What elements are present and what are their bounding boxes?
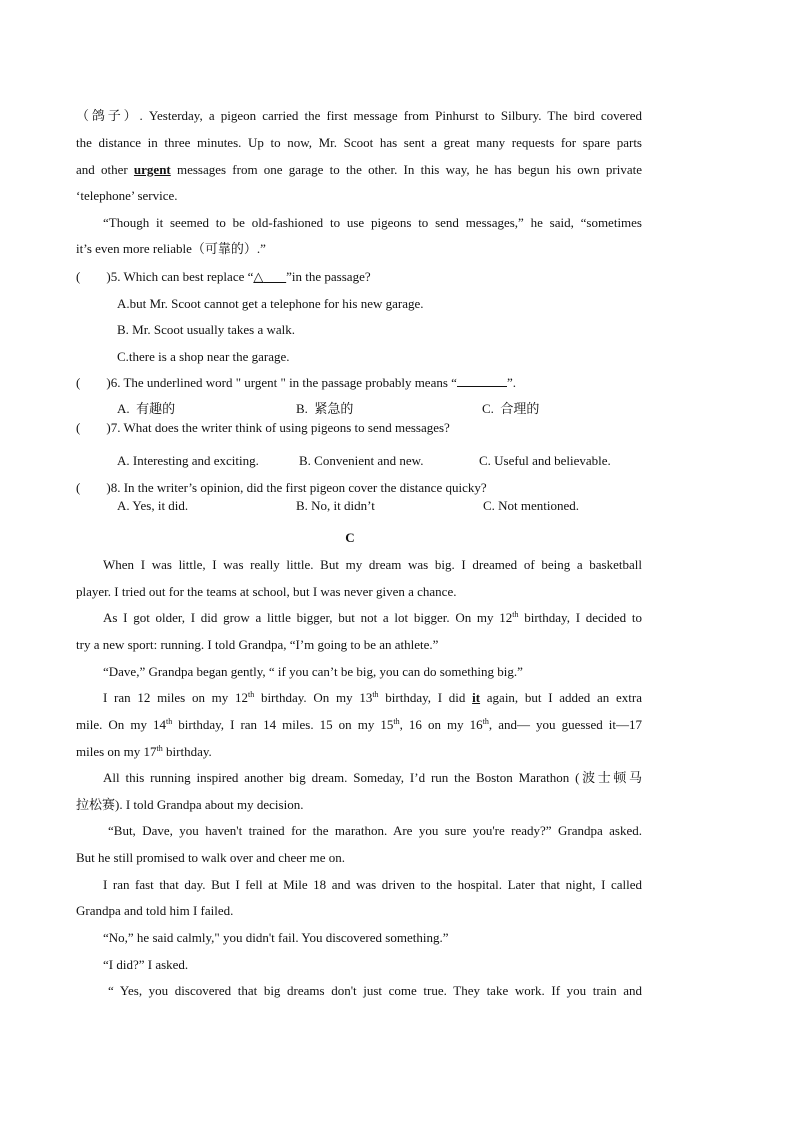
passage-line: “No,” he said calmly," you didn't fail. You discovered something.” xyxy=(103,930,449,945)
option-7a[interactable]: A. Interesting and exciting. xyxy=(117,453,259,468)
option-8c[interactable]: C. Not mentioned. xyxy=(483,498,580,513)
question-7: ( )7. What does the writer think of using pigeons to send messages? xyxy=(76,420,450,435)
question-6: ( )6. The underlined word " urgent " in the passage probably means “ ”. xyxy=(76,375,516,390)
passage-line: As I got older, I did grow a little bigger, but not a lot bigger. On my 12th birthday, I decided to xyxy=(103,610,642,625)
question-stem: ”in the passage? xyxy=(286,269,371,284)
passage-line: “But, Dave, you haven't trained for the marathon. Are you sure you're ready?” Grandpa asked. xyxy=(108,823,642,838)
option-6a[interactable]: A. 有趣的 xyxy=(117,401,176,416)
answer-paren-open: ( xyxy=(76,269,81,284)
question-stem: 8. In the writer’s opinion, did the first pigeon cover the distance quicky? xyxy=(110,480,487,495)
option-6c[interactable]: C. 合理的 xyxy=(482,401,540,416)
text-span: and other xyxy=(76,162,134,177)
answer-paren-close: ) xyxy=(106,269,111,284)
text-span: messages from one garage to the other. In this way, he has begun his own private xyxy=(170,162,642,177)
option-6b[interactable]: B. 紧急的 xyxy=(296,401,354,416)
passage-line: try a new sport: running. I told Grandpa, “I’m going to be an athlete.” xyxy=(76,637,439,652)
passage-line: “Though it seemed to be old-fashioned to use pigeons to send messages,” he said, “sometimes xyxy=(103,215,642,230)
question-stem: 7. What does the writer think of using pigeons to send messages? xyxy=(110,420,450,435)
passage-line: miles on my 17th birthday. xyxy=(76,744,212,759)
passage-line: “ Yes, you discovered that big dreams don't just come true. They take work. If you train and xyxy=(108,983,642,998)
question-stem: ”. xyxy=(506,375,516,390)
passage-line: I ran 12 miles on my 12th birthday. On my 13th birthday, I did it again, but I added an extra xyxy=(103,690,642,705)
underlined-word: it xyxy=(472,690,481,705)
passage-line: “I did?” I asked. xyxy=(103,957,189,972)
option-8b[interactable]: B. No, it didn’t xyxy=(296,498,375,513)
option-5c[interactable]: C.there is a shop near the garage. xyxy=(117,349,290,364)
passage-line: But he still promised to walk over and cheer me on. xyxy=(76,850,345,865)
passage-line: All this running inspired another big dream. Someday, I’d run the Boston Marathon (波士顿马 xyxy=(103,770,642,785)
underlined-word: urgent xyxy=(133,162,171,177)
section-heading: C xyxy=(345,530,355,545)
passage-line: player. I tried out for the teams at school, but I was never given a chance. xyxy=(76,584,457,599)
passage-line: （鸽子）. Yesterday, a pigeon carried the first message from Pinhurst to Silbury. The bird covered xyxy=(76,108,642,123)
question-8: ( )8. In the writer’s opinion, did the first pigeon cover the distance quicky? xyxy=(76,480,487,495)
option-7c[interactable]: C. Useful and believable. xyxy=(479,453,611,468)
option-8a[interactable]: A. Yes, it did. xyxy=(117,498,189,513)
passage-line: Grandpa and told him I failed. xyxy=(76,903,234,918)
passage-line: mile. On my 14th birthday, I ran 14 miles. 15 on my 15th, 16 on my 16th, and— you guessed it—17 xyxy=(76,717,643,732)
passage-line: it’s even more reliable（可靠的）.” xyxy=(76,241,266,256)
passage-line: the distance in three minutes. Up to now, Mr. Scoot has sent a great many requests for spare parts xyxy=(76,135,642,150)
option-5b[interactable]: B. Mr. Scoot usually takes a walk. xyxy=(117,322,296,337)
answer-blank[interactable] xyxy=(457,375,507,387)
question-5 xyxy=(76,269,371,285)
triangle-mark: △ xyxy=(253,269,264,284)
question-stem: 6. The underlined word " urgent " in the passage probably means “ xyxy=(110,375,457,390)
passage-line xyxy=(76,162,642,178)
option-5a[interactable]: A.but Mr. Scoot cannot get a telephone for his new garage. xyxy=(117,296,424,311)
passage-line: When I was little, I was really little. But my dream was big. I dreamed of being a basketball xyxy=(103,557,642,572)
passage-line: “Dave,” Grandpa began gently, “ if you can’t be big, you can do something big.” xyxy=(103,664,523,679)
passage-line: ‘telephone’ service. xyxy=(76,188,178,203)
passage-line: 拉松赛). I told Grandpa about my decision. xyxy=(76,797,304,812)
passage-line: I ran fast that day. But I fell at Mile 18 and was driven to the hospital. Later that night, I called xyxy=(103,877,642,892)
question-stem: 5. Which can best replace “ xyxy=(110,269,254,284)
option-7b[interactable]: B. Convenient and new. xyxy=(299,453,424,468)
